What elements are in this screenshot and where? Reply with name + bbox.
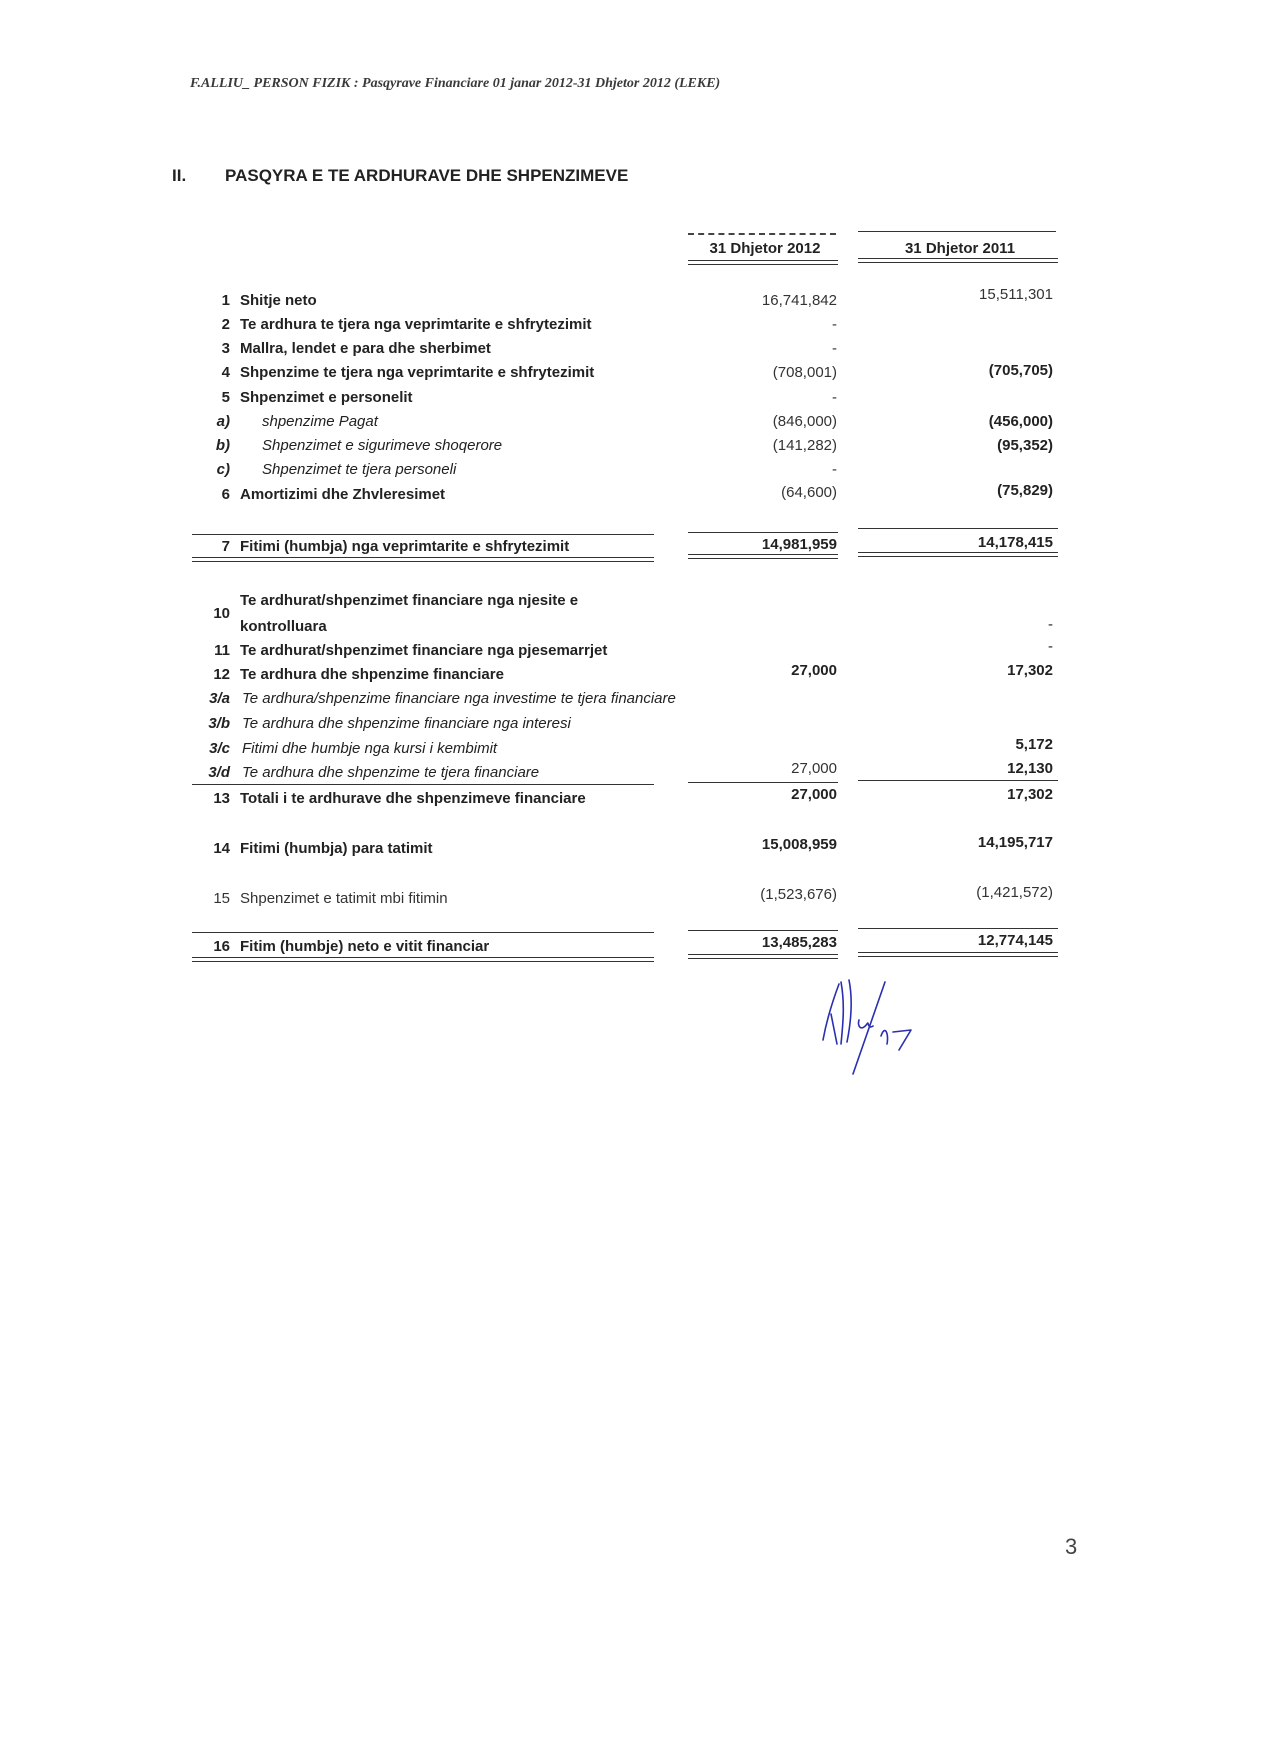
table-row bbox=[0, 389, 1275, 411]
value-2012: 16,741,842 bbox=[761, 292, 837, 309]
row-label: Shitje neto bbox=[240, 292, 317, 309]
table-row bbox=[0, 736, 1275, 762]
subtotal-top-rule-2011 bbox=[858, 528, 1058, 529]
value-2012: (846,000) bbox=[772, 413, 837, 430]
table-row bbox=[0, 316, 1275, 338]
row-label: Fitimi (humbja) para tatimit bbox=[240, 840, 433, 857]
value-2012: 27,000 bbox=[791, 786, 837, 803]
row-number: 3/a bbox=[209, 690, 230, 707]
subtotal-underline bbox=[192, 557, 654, 562]
section-number: II. bbox=[172, 166, 187, 185]
value-2011: 12,130 bbox=[1007, 760, 1053, 777]
row-label-continued: kontrolluara bbox=[240, 618, 327, 635]
value-2011: (456,000) bbox=[988, 413, 1053, 430]
row-label: Shpenzime te tjera nga veprimtarite e shfrytezimit bbox=[240, 364, 595, 381]
table-row bbox=[0, 482, 1275, 508]
subtotal-underline-2011 bbox=[858, 552, 1058, 557]
value-2011: 15,511,301 bbox=[979, 286, 1053, 303]
subtotal-underline-2012 bbox=[688, 554, 838, 559]
row-number: 3/c bbox=[209, 740, 230, 757]
net-result-top-rule bbox=[192, 932, 654, 933]
value-2012: (708,001) bbox=[772, 364, 837, 381]
value-2011: (705,705) bbox=[988, 362, 1053, 379]
value-2011: 12,774,145 bbox=[977, 932, 1053, 949]
row-number: 3/d bbox=[208, 764, 230, 781]
row-number: 13 bbox=[213, 790, 230, 807]
col2-top-rule bbox=[858, 231, 1056, 232]
table-row bbox=[0, 286, 1275, 314]
row-number: 6 bbox=[221, 486, 230, 503]
value-2011: 17,302 bbox=[1007, 786, 1053, 803]
row-number: 7 bbox=[221, 538, 230, 555]
row-label: Te ardhura dhe shpenzime te tjera financiare bbox=[242, 764, 540, 781]
value-2012: 13,485,283 bbox=[761, 934, 837, 951]
value-2011: 5,172 bbox=[1015, 736, 1053, 753]
value-2011: 17,302 bbox=[1007, 662, 1053, 679]
row-label: Shpenzimet e personelit bbox=[240, 389, 413, 406]
col1-header-underline bbox=[688, 260, 838, 265]
value-2012: - bbox=[832, 461, 837, 478]
financial-total-rule-2012 bbox=[688, 782, 838, 783]
row-number: b) bbox=[215, 437, 230, 454]
col1-top-rule bbox=[688, 233, 836, 235]
row-label: Shpenzimet te tjera personeli bbox=[262, 461, 457, 478]
value-2011: 14,195,717 bbox=[977, 834, 1053, 851]
row-number: 16 bbox=[213, 938, 230, 955]
table-row bbox=[0, 364, 1275, 386]
value-2011: - bbox=[1048, 616, 1053, 633]
table-row bbox=[0, 461, 1275, 483]
net-result-top-rule-2012 bbox=[688, 930, 838, 931]
value-2011: (75,829) bbox=[997, 482, 1053, 499]
value-2012: (1,523,676) bbox=[760, 886, 837, 903]
row-label: Te ardhura dhe shpenzime financiare bbox=[240, 666, 504, 683]
value-2012: - bbox=[832, 340, 837, 357]
value-2012: 27,000 bbox=[791, 760, 837, 777]
value-2011: - bbox=[1048, 638, 1053, 655]
table-row bbox=[0, 340, 1275, 362]
row-label: Te ardhura dhe shpenzime financiare nga interesi bbox=[242, 715, 571, 732]
row-label: Fitimi (humbja) nga veprimtarite e shfrytezimit bbox=[240, 538, 570, 555]
row-number: c) bbox=[216, 461, 230, 478]
row-number: a) bbox=[216, 413, 230, 430]
row-number: 4 bbox=[221, 364, 230, 381]
section-title: PASQYRA E TE ARDHURAVE DHE SHPENZIMEVE bbox=[225, 166, 629, 185]
col2-header-underline bbox=[858, 258, 1058, 263]
value-2012: (64,600) bbox=[781, 484, 837, 501]
row-number: 11 bbox=[214, 642, 230, 659]
column-header-2011: 31 Dhjetor 2011 bbox=[904, 240, 1016, 257]
table-row bbox=[0, 884, 1275, 912]
value-2011: 14,178,415 bbox=[977, 534, 1053, 551]
table-row bbox=[0, 662, 1275, 688]
row-label: Shpenzimet e tatimit mbi fitimin bbox=[240, 890, 448, 907]
net-result-underline-2012 bbox=[688, 954, 838, 959]
table-row bbox=[0, 690, 1275, 712]
net-result-underline-2011 bbox=[858, 952, 1058, 957]
table-row bbox=[0, 413, 1275, 435]
value-2012: - bbox=[832, 389, 837, 406]
row-number: 2 bbox=[221, 316, 230, 333]
row-label: Te ardhurat/shpenzimet financiare nga pjesemarrjet bbox=[240, 642, 608, 659]
table-row bbox=[0, 760, 1275, 786]
table-row bbox=[0, 638, 1275, 664]
row-number: 1 bbox=[221, 292, 230, 309]
net-result-top-rule-2011 bbox=[858, 928, 1058, 929]
row-label: Amortizimi dhe Zhvleresimet bbox=[240, 486, 446, 503]
row-number: 14 bbox=[213, 840, 230, 857]
table-row bbox=[0, 437, 1275, 459]
net-result-underline bbox=[192, 957, 654, 962]
column-header-2012: 31 Dhjetor 2012 bbox=[709, 240, 821, 257]
row-label: Te ardhurat/shpenzimet financiare nga njesite e bbox=[240, 592, 579, 609]
financial-total-rule-2011 bbox=[858, 780, 1058, 781]
row-label: Shpenzimet e sigurimeve shoqerore bbox=[262, 437, 503, 454]
subtotal-top-rule-2012 bbox=[688, 532, 838, 533]
financial-total-rule bbox=[192, 784, 654, 785]
value-2012: 27,000 bbox=[791, 662, 837, 679]
signature bbox=[815, 978, 925, 1078]
value-2011: (95,352) bbox=[997, 437, 1053, 454]
row-number: 12 bbox=[213, 666, 230, 683]
row-number: 3/b bbox=[208, 715, 230, 732]
row-label: Totali i te ardhurave dhe shpenzimeve financiare bbox=[240, 790, 586, 807]
row-label: shpenzime Pagat bbox=[262, 413, 378, 430]
row-number: 15 bbox=[213, 890, 230, 907]
value-2011: (1,421,572) bbox=[976, 884, 1053, 901]
row-number: 5 bbox=[221, 389, 230, 406]
row-label: Fitimi dhe humbje nga kursi i kembimit bbox=[242, 740, 498, 757]
row-label: Mallra, lendet e para dhe sherbimet bbox=[240, 340, 491, 357]
row-label: Te ardhura te tjera nga veprimtarite e shfrytezimit bbox=[240, 316, 592, 333]
row-label: Te ardhura/shpenzime financiare nga investime te tjera financiare bbox=[242, 690, 676, 707]
row-number: 3 bbox=[221, 340, 230, 357]
table-row-total bbox=[0, 786, 1275, 812]
table-row bbox=[0, 715, 1275, 737]
value-2012: (141,282) bbox=[772, 437, 837, 454]
document-header: F.ALLIU_ PERSON FIZIK : Pasqyrave Financiare 01 janar 2012-31 Dhjetor 2012 (LEKE) bbox=[190, 76, 721, 91]
table-row bbox=[0, 834, 1275, 862]
value-2012: 15,008,959 bbox=[761, 836, 837, 853]
row-number: 10 bbox=[213, 605, 230, 622]
value-2012: - bbox=[832, 316, 837, 333]
subtotal-top-rule bbox=[192, 534, 654, 535]
page-number: 3 bbox=[1065, 1534, 1078, 1559]
value-2012: 14,981,959 bbox=[761, 536, 837, 553]
row-label: Fitim (humbje) neto e vitit financiar bbox=[240, 938, 490, 955]
